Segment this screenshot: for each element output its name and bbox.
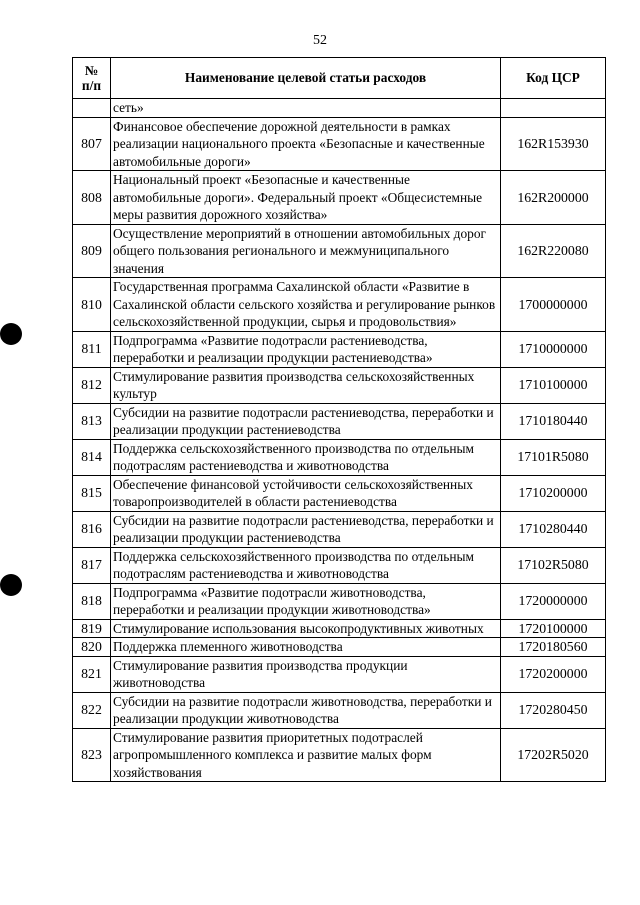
row-num: 822 (73, 692, 111, 728)
header-num: № п/п (73, 58, 111, 99)
table-row (73, 403, 606, 439)
row-code (501, 99, 606, 118)
row-code: 1720000000 (501, 583, 606, 619)
row-name: Поддержка племенного животноводства (111, 638, 501, 657)
row-name: Государственная программа Сахалинской области «Развитие в Сахалинской области сельского хозяйства и регулирование рынков сельскохозяйственной продукции, сырья и продовольствия» (111, 278, 501, 332)
row-name: Осуществление мероприятий в отношении автомобильных дорог общего пользования регионального и межмуниципального значения (111, 224, 501, 278)
table-row (73, 583, 606, 619)
row-code: 1720100000 (501, 619, 606, 638)
row-code: 1700000000 (501, 278, 606, 332)
row-name: Подпрограмма «Развитие подотрасли животноводства, переработки и реализации продукции животноводства» (111, 583, 501, 619)
header-name: Наименование целевой статьи расходов (111, 58, 501, 99)
row-code: 1720200000 (501, 656, 606, 692)
table-row (73, 692, 606, 728)
row-code: 1720180560 (501, 638, 606, 657)
row-code: 162R220080 (501, 224, 606, 278)
row-name: Национальный проект «Безопасные и качественные автомобильные дороги». Федеральный проект «Общесистемные меры развития дорожного хозяйства» (111, 171, 501, 225)
row-name: Стимулирование развития производства сельскохозяйственных культур (111, 367, 501, 403)
table-row (73, 475, 606, 511)
budget-table (72, 57, 606, 782)
row-code: 1710180440 (501, 403, 606, 439)
row-name: Финансовое обеспечение дорожной деятельности в рамках реализации национального проекта «Безопасные и качественные автомобильные дороги» (111, 117, 501, 171)
punch-hole-bottom (0, 574, 22, 596)
row-name: Стимулирование развития производства продукции животноводства (111, 656, 501, 692)
table-row (73, 511, 606, 547)
row-name: Обеспечение финансовой устойчивости сельскохозяйственных товаропроизводителей в области растениеводства (111, 475, 501, 511)
row-code: 1710000000 (501, 331, 606, 367)
row-name: Стимулирование развития приоритетных подотраслей агропромышленного комплекса и развитие малых форм хозяйствования (111, 728, 501, 782)
table-row (73, 367, 606, 403)
row-num: 810 (73, 278, 111, 332)
row-num: 811 (73, 331, 111, 367)
table-row (73, 728, 606, 782)
row-name: Подпрограмма «Развитие подотрасли растениеводства, переработки и реализации продукции растениеводства» (111, 331, 501, 367)
row-num: 807 (73, 117, 111, 171)
row-code: 162R200000 (501, 171, 606, 225)
table-row (73, 224, 606, 278)
row-num: 809 (73, 224, 111, 278)
row-name: Субсидии на развитие подотрасли растениеводства, переработки и реализации продукции растениеводства (111, 403, 501, 439)
row-name: сеть» (111, 99, 501, 118)
row-code: 1710100000 (501, 367, 606, 403)
table-row (73, 331, 606, 367)
table-header-row (73, 58, 606, 99)
table-row (73, 547, 606, 583)
row-name: Поддержка сельскохозяйственного производства по отдельным подотраслям растениеводства и животноводства (111, 439, 501, 475)
row-name: Стимулирование использования высокопродуктивных животных (111, 619, 501, 638)
row-num: 808 (73, 171, 111, 225)
row-code: 1710200000 (501, 475, 606, 511)
row-name: Субсидии на развитие подотрасли растениеводства, переработки и реализации продукции растениеводства (111, 511, 501, 547)
row-num (73, 99, 111, 118)
row-code: 17102R5080 (501, 547, 606, 583)
row-num: 817 (73, 547, 111, 583)
table-row (73, 638, 606, 657)
table-row (73, 117, 606, 171)
table-row (73, 99, 606, 118)
row-num: 820 (73, 638, 111, 657)
row-num: 814 (73, 439, 111, 475)
row-code: 17202R5020 (501, 728, 606, 782)
table-body (73, 99, 606, 782)
row-num: 813 (73, 403, 111, 439)
row-num: 818 (73, 583, 111, 619)
row-code: 162R153930 (501, 117, 606, 171)
row-code: 1720280450 (501, 692, 606, 728)
punch-hole-top (0, 323, 22, 345)
table-row (73, 619, 606, 638)
row-code: 1710280440 (501, 511, 606, 547)
table-row (73, 656, 606, 692)
row-name: Поддержка сельскохозяйственного производства по отдельным подотраслям растениеводства и животноводства (111, 547, 501, 583)
table-row (73, 278, 606, 332)
row-num: 823 (73, 728, 111, 782)
row-num: 816 (73, 511, 111, 547)
page-number: 52 (313, 33, 327, 48)
header-code: Код ЦСР (501, 58, 606, 99)
row-num: 821 (73, 656, 111, 692)
row-num: 815 (73, 475, 111, 511)
table-row (73, 171, 606, 225)
row-num: 812 (73, 367, 111, 403)
row-code: 17101R5080 (501, 439, 606, 475)
table-row (73, 439, 606, 475)
row-name: Субсидии на развитие подотрасли животноводства, переработки и реализации продукции животноводства (111, 692, 501, 728)
row-num: 819 (73, 619, 111, 638)
